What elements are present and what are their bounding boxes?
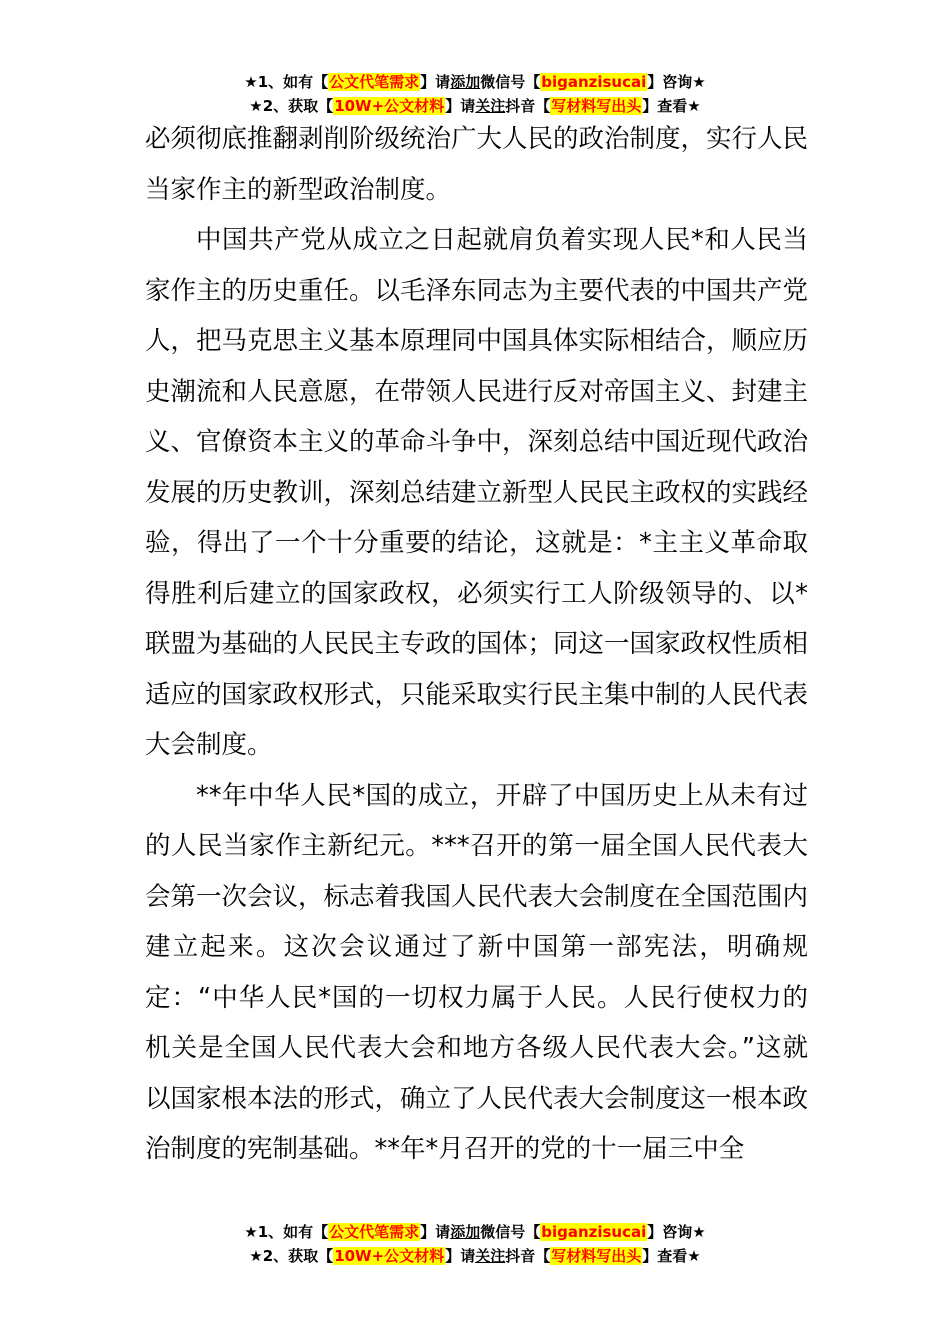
highlight-wechat-id: biganzisucai xyxy=(541,73,647,91)
document-body xyxy=(145,114,808,1175)
banner-line-1: ★1、如有【公文代笔需求】请添加微信号【biganzisucai】咨询★ xyxy=(244,73,706,91)
highlight-wechat-id: biganzisucai xyxy=(541,1223,647,1241)
highlight-douyin: 写材料写出头 xyxy=(551,1247,642,1265)
highlight-materials: 10W+公文材料 xyxy=(334,97,445,115)
banner-line-2: ★2、获取【10W+公文材料】请关注抖音【写材料写出头】查看★ xyxy=(249,97,701,115)
paragraph: **年中华人民*国的成立，开辟了中国历史上从未有过的人民当家作主新纪元。***召开的第一届全国人民代表大会第一次会议，标志着我国人民代表大会制度在全国范围内建立起来。这次会议通过了新中国第一部宪法，明确规定：“中华人民*国的一切权力属于人民。人民行使权力的机关是全国人民代表大会和地方各级人民代表大会。”这就以国家根本法的形式，确立了人民代表大会制度这一根本政治制度的宪制基础。**年*月召开的党的十一届三中全 xyxy=(145,780,809,1164)
banner-line-2: ★2、获取【10W+公文材料】请关注抖音【写材料写出头】查看★ xyxy=(249,1247,701,1265)
footer-banner xyxy=(0,1220,950,1268)
paragraph: 中国共产党从成立之日起就肩负着实现人民*和人民当家作主的历史重任。以毛泽东同志为主要代表的中国共产党人，把马克思主义基本原理同中国具体实际相结合，顺应历史潮流和人民意愿，在带领人民进行反对帝国主义、封建主义、官僚资本主义的革命斗争中，深刻总结中国近现代政治发展的历史教训，深刻总结建立新型人民民主政权的实践经验，得出了一个十分重要的结论，这就是：*主主义革命取得胜利后建立的国家政权，必须实行工人阶级领导的、以*联盟为基础的人民民主专政的国体；同这一国家政权性质相适应的国家政权形式，只能采取实行民主集中制的人民代表大会制度。 xyxy=(145,225,809,760)
header-banner xyxy=(0,70,950,118)
banner-line-1: ★1、如有【公文代笔需求】请添加微信号【biganzisucai】咨询★ xyxy=(244,1223,706,1241)
paragraph: 必须彻底推翻剥削阶级统治广大人民的政治制度，实行人民当家作主的新型政治制度。 xyxy=(145,124,809,205)
highlight-douyin: 写材料写出头 xyxy=(551,97,642,115)
highlight-service: 公文代笔需求 xyxy=(329,73,420,91)
highlight-materials: 10W+公文材料 xyxy=(334,1247,445,1265)
highlight-service: 公文代笔需求 xyxy=(329,1223,420,1241)
